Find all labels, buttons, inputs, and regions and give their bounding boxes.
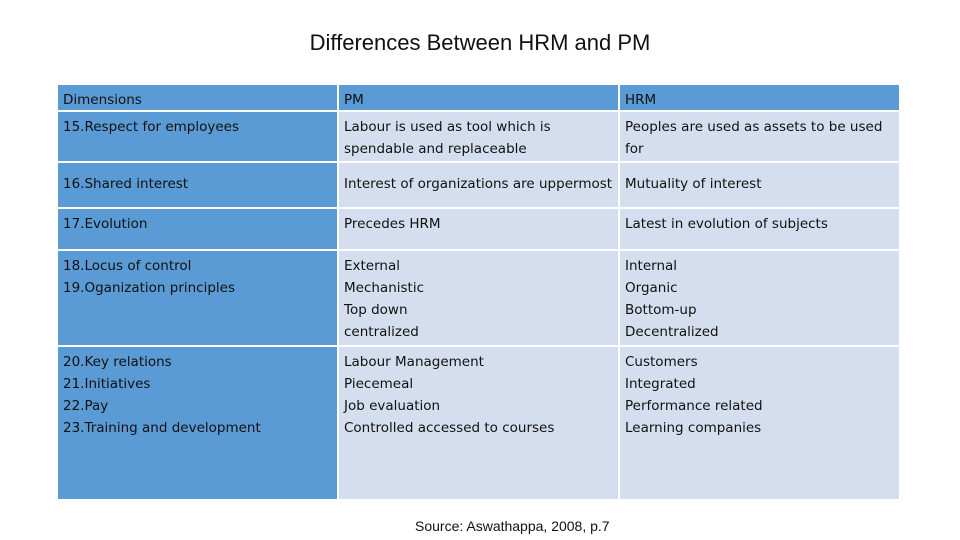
hrm-line: Bottom-up [625, 302, 697, 318]
pm-line: Mechanistic [344, 280, 425, 296]
pm-line: centralized [344, 324, 419, 340]
hrm-line: Learning companies [625, 420, 762, 436]
dimension-line: 19.Oganization principles [63, 280, 236, 296]
header-pm: PM [339, 85, 620, 112]
row-16-dimension [58, 163, 339, 209]
hrm-line: Latest in evolution of subjects [625, 216, 828, 232]
pm-line: Precedes HRM [344, 216, 441, 232]
row-15-dimension [58, 112, 339, 163]
hrm-line: Performance related [625, 398, 763, 414]
hrm-line: Organic [625, 280, 678, 296]
row-16-hrm [620, 163, 901, 209]
pm-line: Piecemeal [344, 376, 414, 392]
header-dimensions: Dimensions [58, 85, 339, 112]
dimension-line: 22.Pay [63, 398, 109, 414]
dimension-line: 17.Evolution [63, 216, 148, 232]
source-citation: Source: Aswathappa, 2008, p.7 [415, 518, 610, 534]
row-16-pm [339, 163, 620, 209]
hrm-line: Decentralized [625, 324, 719, 340]
row-20-23-hrm [620, 347, 901, 501]
hrm-line: Integrated [625, 376, 696, 392]
pm-line: Job evaluation [344, 398, 441, 414]
dimension-line: 15.Respect for employees [63, 119, 239, 135]
pm-line: Top down [344, 302, 408, 318]
row-15-pm [339, 112, 620, 163]
slide-title: Differences Between HRM and PM [309, 30, 651, 55]
dimension-line: 20.Key relations [63, 354, 172, 370]
hrm-line: Customers [625, 354, 698, 370]
row-18-19-pm [339, 251, 620, 347]
hrm-line: Internal [625, 258, 678, 274]
row-20-23-dimension [58, 347, 339, 501]
pm-line: spendable and replaceable [344, 141, 527, 157]
row-20-23-pm [339, 347, 620, 501]
hrm-line: Mutuality of interest [625, 176, 762, 192]
dimension-line: 18.Locus of control [63, 258, 192, 274]
pm-line: Labour Management [344, 354, 484, 370]
dimension-line: 21.Initiatives [63, 376, 151, 392]
row-15-hrm [620, 112, 901, 163]
header-hrm: HRM [620, 85, 901, 112]
dimension-line: 23.Training and development [63, 420, 261, 436]
row-17-dimension [58, 209, 339, 251]
hrm-line: Peoples are used as assets to be used for [625, 119, 883, 157]
row-17-hrm [620, 209, 901, 251]
pm-line: Labour is used as tool which is [344, 119, 551, 135]
row-17-pm [339, 209, 620, 251]
pm-line: Interest of organizations are uppermost [344, 176, 613, 192]
dimension-line: 16.Shared interest [63, 176, 189, 192]
row-18-19-dimension [58, 251, 339, 347]
row-18-19-hrm [620, 251, 901, 347]
comparison-table [58, 85, 901, 509]
pm-line: External [344, 258, 401, 274]
pm-line: Controlled accessed to courses [344, 420, 555, 436]
